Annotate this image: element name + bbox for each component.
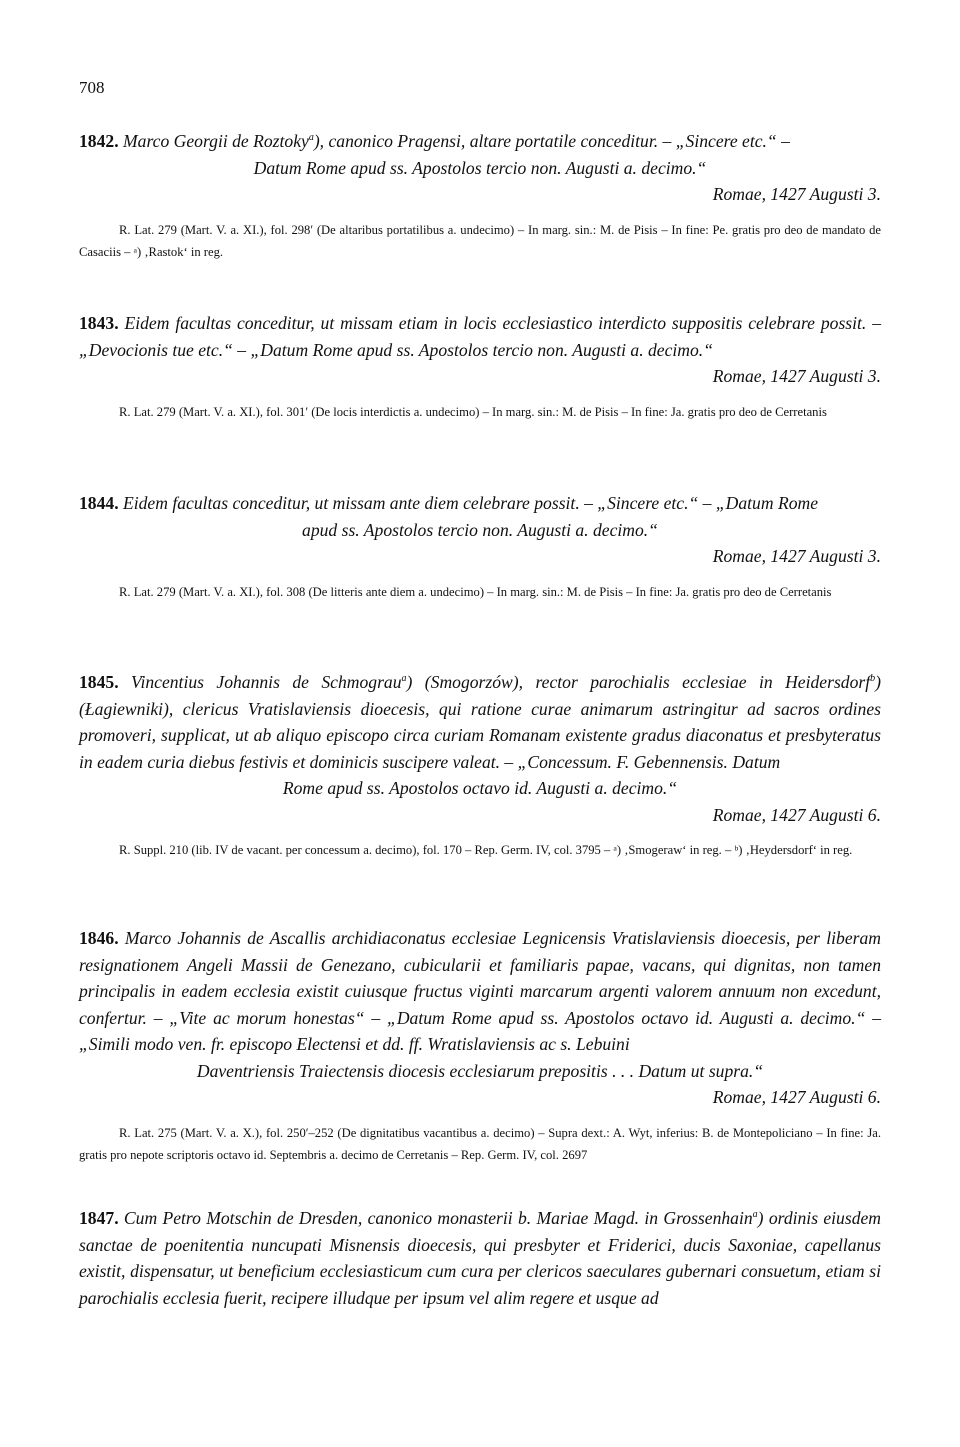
page-number: 708 (79, 78, 105, 97)
entry-number: 1844. (79, 493, 119, 513)
footnote-marker: b (870, 673, 876, 685)
entry-centered-line: Datum Rome apud ss. Apostolos tercio non. Augusti a. decimo.“ (253, 157, 707, 178)
entry-date: Romae, 1427 Augusti 3. (712, 366, 881, 386)
entry-number: 1846. (79, 928, 119, 948)
entry-1844 (79, 490, 881, 603)
footnote-marker: a (401, 673, 407, 685)
entry-note: R. Suppl. 210 (lib. IV de vacant. per concessum a. decimo), fol. 170 – Rep. Germ. IV, col. 3795 – ᵃ) ‚Smogeraw‘ in reg. – ᵇ) ‚Heydersdorf‘ in reg. (119, 843, 853, 857)
entry-body: Eidem facultas conceditur, ut missam etiam in locis ecclesiastico interdicto suppositis celebrare possit. – „Devocionis tue etc.“ – „Datum Rome apud ss. Apostolos tercio non. Augusti a. decimo.“ (79, 313, 882, 360)
entry-1846 (79, 925, 881, 1166)
entry-date: Romae, 1427 Augusti 6. (712, 1087, 881, 1107)
entry-number: 1843. (79, 313, 119, 333)
entry-date: Romae, 1427 Augusti 3. (712, 546, 881, 566)
entry-body: Cum Petro Motschin de Dresden, canonico monasterii b. Mariae Magd. in Grossenhain (123, 1208, 753, 1228)
entry-date: Romae, 1427 Augusti 6. (712, 804, 881, 825)
entry-date: Romae, 1427 Augusti 3. (712, 184, 881, 204)
entry-body-cont: ) (Łagiewniki), clericus Vratislaviensis dioecesis, qui ratione curae animarum astringitur ad sacros ordines promoveri, supplicat, ut ab aliquo episcopo circa curiam Romanam existente gradus diaconatus et presbyteratus in eadem curia diebus festivis et dominicis suscipere valeat. – „Concessum. F. Gebennensis. Datum (79, 672, 881, 772)
entry-note: R. Lat. 279 (Mart. V. a. XI.), fol. 298′ (De altaribus portatilibus a. undecimo) – In marg. sin.: M. de Pisis – In fine: Pe. gratis pro deo de mandato de Casaciis – ᵃ) ‚Rastok‘ in reg. (79, 222, 881, 259)
entry-text (79, 669, 881, 802)
footnote-marker: a (752, 1209, 758, 1221)
entry-text (79, 490, 881, 543)
entry-note: R. Lat. 279 (Mart. V. a. XI.), fol. 308 (De litteris ante diem a. undecimo) – In marg. sin.: M. de Pisis – In fine: Ja. gratis pro deo de Cerretanis (119, 584, 832, 599)
entry-note: R. Lat. 275 (Mart. V. a. X.), fol. 250′–252 (De dignitatibus vacantibus a. decimo) – Supra dext.: A. Wyt, inferius: B. de Montepoliciano – In fine: Ja. gratis pro nepote scriptoris octavo id. Septembris a. decimo de Cerretanis – Rep. Germ. IV, col. 2697 (79, 1125, 881, 1162)
entry-number: 1845. (79, 672, 119, 692)
entry-1847 (79, 1205, 881, 1311)
entry-1842 (79, 128, 881, 263)
entry-body-cont: ) ordinis eiusdem sanctae de poenitentia nuncupati Misnensis dioecesis, qui presbyter et Friderici, ducis Saxoniae, capellanus existit, dispensatur, ut beneficium ecclesiasticum cum cura per clericos saeculares gubernari consuetum, etiam si parochialis ecclesia fuerit, recipere illudque per ipsum vel alim regere et usque ad (79, 1208, 882, 1308)
entry-centered-line: Daventriensis Traiectensis diocesis ecclesiarum prepositis . . . Datum ut supra.“ (196, 1060, 764, 1081)
entry-note: R. Lat. 279 (Mart. V. a. XI.), fol. 301′ (De locis interdictis a. undecimo) – In marg. sin.: M. de Pisis – In fine: Ja. gratis pro deo de Cerretanis (119, 404, 827, 419)
entry-body-mid: ) (Smogorzów), rector parochialis ecclesiae in Heidersdorf (406, 672, 871, 692)
entry-text (79, 1205, 881, 1311)
entry-body: Marco Johannis de Ascallis archidiaconatus ecclesiae Legnicensis Vratislaviensis dioecesis, per liberam resignationem Angeli Massii de Genezano, cubicularii et familiaris papae, vacans, qui dignitas, non tamen principalis in eadem ecclesia existit cuiusque fructus viginti marcarum argenti valorem annuum non excedunt, confertur. – „Vite ac morum honestas“ – „Datum Rome apud ss. Apostolos octavo id. Augusti a. decimo.“ – „Simili modo ven. fr. episcopo Electensi et dd. ff. Wratislaviensis ac s. Lebuini (79, 928, 881, 1054)
entry-body: Vincentius Johannis de Schmograu (131, 672, 402, 692)
entry-centered-line: Rome apud ss. Apostolos octavo id. Augusti a. decimo.“ (282, 778, 678, 798)
entry-number: 1847. (79, 1208, 119, 1228)
entry-body: Marco Georgii de Roztoky (123, 131, 309, 151)
entry-text (79, 925, 881, 1084)
footnote-marker: a (308, 132, 314, 144)
entry-centered-line: apud ss. Apostolos tercio non. Augusti a. decimo.“ (302, 519, 658, 540)
entry-text (79, 310, 881, 363)
entry-text (79, 128, 881, 181)
entry-body-cont: ), canonico Pragensi, altare portatile conceditur. – „Sincere etc.“ – (313, 131, 790, 151)
entry-number: 1842. (79, 131, 119, 151)
entry-1845 (79, 669, 881, 861)
entry-1843 (79, 310, 881, 423)
entry-body: Eidem facultas conceditur, ut missam ante diem celebrare possit. – „Sincere etc.“ – „Datum Rome (123, 493, 819, 513)
